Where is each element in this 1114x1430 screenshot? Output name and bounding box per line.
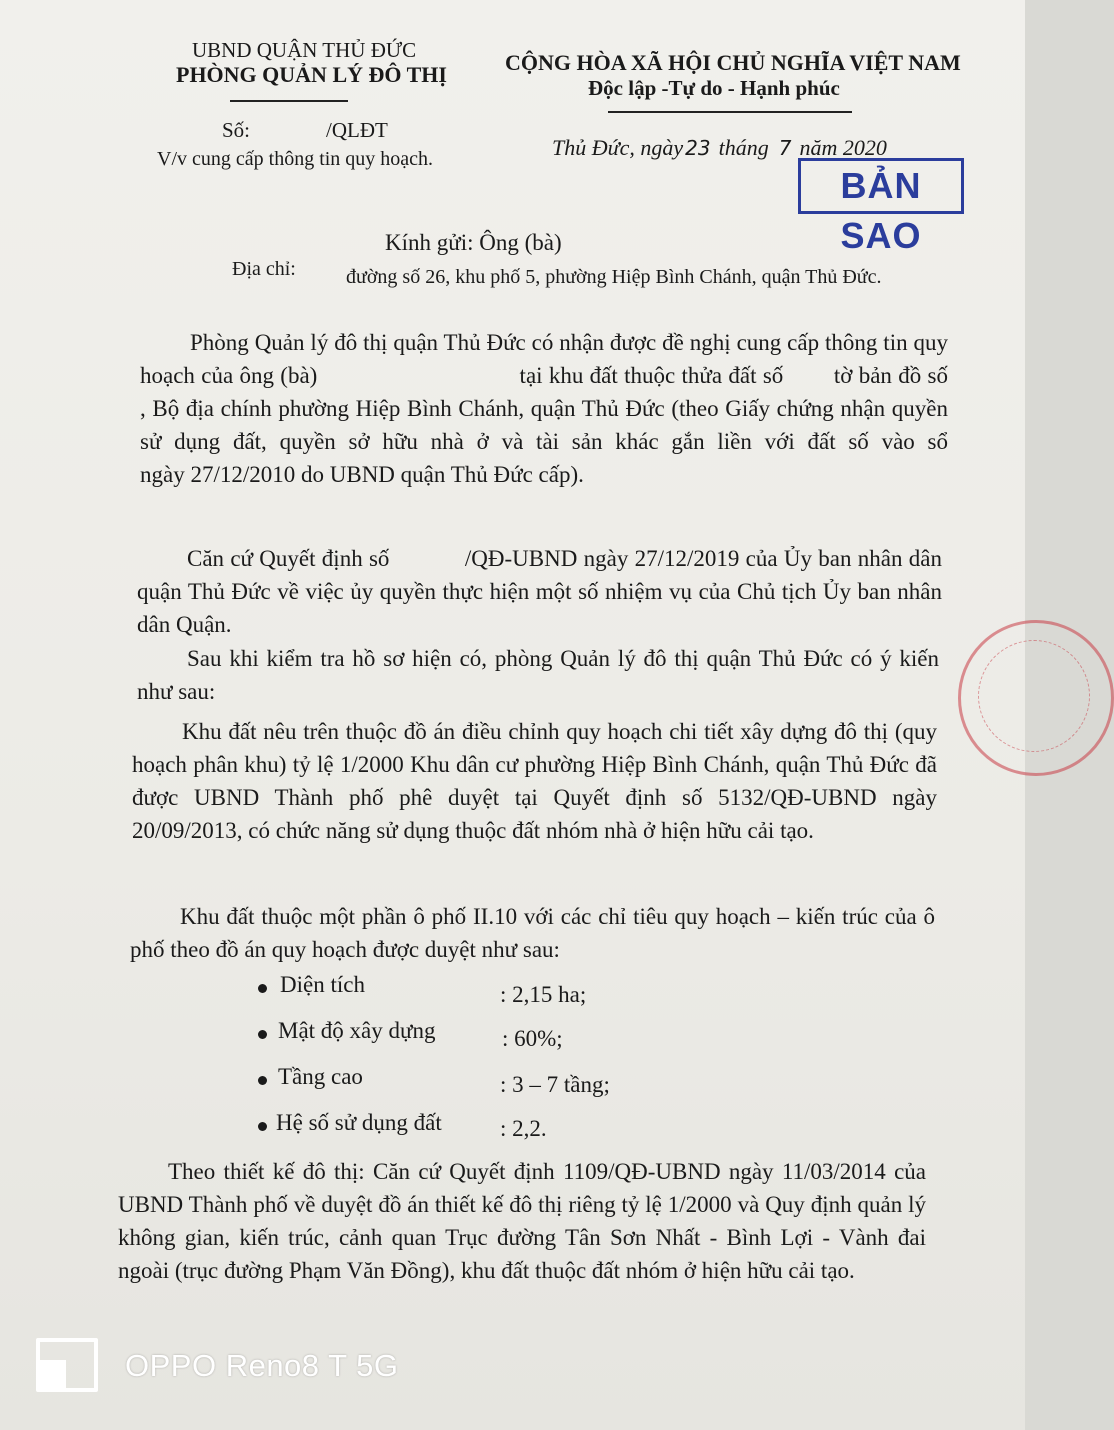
indicator-label: Hệ số sử dụng đất (276, 1110, 442, 1135)
copy-stamp: BẢN SAO (798, 158, 964, 214)
paragraph-request-text: Phòng Quản lý đô thị quận Thủ Đức có nhận được đề nghị cung cấp thông tin quy hoạch của ông (bà) tại khu đất thuộc thửa đất số tờ bản đồ số , Bộ địa chính phường Hiệp Bình Chánh, quận Thủ Đức (theo Giấy chứng nhận quyền sử dụng đất, quyền sở hữu nhà ở và tài sản khác gắn liền với đất số vào sổ ngày 27/12/2010 do UBND quận Thủ Đức cấp). (140, 330, 1052, 487)
paragraph-review-text: Sau khi kiểm tra hồ sơ hiện có, phòng Quản lý đô thị quận Thủ Đức có ý kiến như sau: (137, 646, 939, 704)
address-label: Địa chỉ: (232, 258, 296, 280)
agency-underline (230, 100, 348, 102)
doc-number-suffix: /QLĐT (326, 118, 388, 142)
address-value: đường số 26, khu phố 5, phường Hiệp Bình Chánh, quận Thủ Đức. (346, 266, 882, 288)
salutation: Kính gửi: Ông (bà) (385, 230, 562, 255)
paragraph-urban-design (118, 1155, 926, 1287)
paragraph-review (137, 642, 939, 708)
agency-name: PHÒNG QUẢN LÝ ĐÔ THỊ (176, 62, 447, 87)
camera-watermark-icon (36, 1338, 98, 1392)
date-month-label: tháng (718, 135, 769, 160)
paragraph-zoning (132, 715, 937, 847)
indicator-value: : 2,2. (500, 1116, 547, 1141)
bullet-dot (258, 1076, 267, 1085)
paragraph-zoning-text: Khu đất nêu trên thuộc đồ án điều chỉnh quy hoạch chi tiết xây dựng đô thị (quy hoạch phân khu) tỷ lệ 1/2000 Khu dân cư phường Hiệp Bình Chánh, quận Thủ Đức đã được UBND Thành phố phê duyệt tại Quyết định số 5132/QĐ-UBND ngày 20/09/2013, có chức năng sử dụng thuộc đất nhóm nhà ở hiện hữu cải tạo. (132, 719, 937, 843)
paragraph-block-text: Khu đất thuộc một phần ô phố II.10 với các chỉ tiêu quy hoạch – kiến trúc của ô phố theo đồ án quy hoạch được duyệt như sau: (130, 904, 935, 962)
indicator-label: Diện tích (280, 972, 365, 997)
bullet-dot (258, 1122, 267, 1131)
indicator-label: Tầng cao (278, 1064, 363, 1089)
indicator-value: : 2,15 ha; (500, 982, 587, 1007)
national-motto: Độc lập -Tự do - Hạnh phúc (588, 76, 840, 100)
paragraph-request (140, 326, 1052, 491)
paragraph-legal-basis-text: Căn cứ Quyết định số /QĐ-UBND ngày 27/12/2019 của Ủy ban nhân dân quận Thủ Đức về việc ủy quyền thực hiện một số nhiệm vụ của Chủ tịch Ủy ban nhân dân Quận. (137, 546, 948, 637)
agency-parent: UBND QUẬN THỦ ĐỨC (192, 38, 417, 62)
indicator-label: Mật độ xây dựng (278, 1018, 436, 1043)
camera-watermark: OPPO Reno8 T 5G (125, 1348, 399, 1383)
country-name: CỘNG HÒA XÃ HỘI CHỦ NGHĨA VIỆT NAM (505, 50, 961, 75)
motto-underline (608, 111, 852, 113)
paragraph-urban-design-text: Theo thiết kế đô thị: Căn cứ Quyết định 1109/QĐ-UBND ngày 11/03/2014 của UBND Thành phố về duyệt đồ án thiết kế đô thị riêng tỷ lệ 1/2000 và Quy định quản lý không gian, kiến trúc, cảnh quan Trục đường Tân Sơn Nhất - Bình Lợi - Vành đai ngoài (trục đường Phạm Văn Đồng), khu đất thuộc đất nhóm ở hiện hữu cải tạo. (118, 1159, 926, 1283)
red-seal-inner-ring (978, 640, 1090, 752)
paragraph-legal-basis (137, 542, 948, 641)
indicator-value: : 3 – 7 tầng; (500, 1072, 610, 1097)
date-year: năm 2020 (799, 135, 887, 160)
date-day: 23 (685, 136, 711, 160)
bullet-dot (258, 1030, 267, 1039)
date-prefix: Thủ Đức, ngày (552, 135, 684, 160)
bullet-dot (258, 984, 267, 993)
doc-subject: V/v cung cấp thông tin quy hoạch. (157, 148, 434, 170)
date-month: 7 (778, 136, 792, 160)
doc-number-label: Số: (222, 118, 251, 142)
indicator-value: : 60%; (502, 1026, 563, 1051)
paragraph-block (130, 900, 935, 966)
